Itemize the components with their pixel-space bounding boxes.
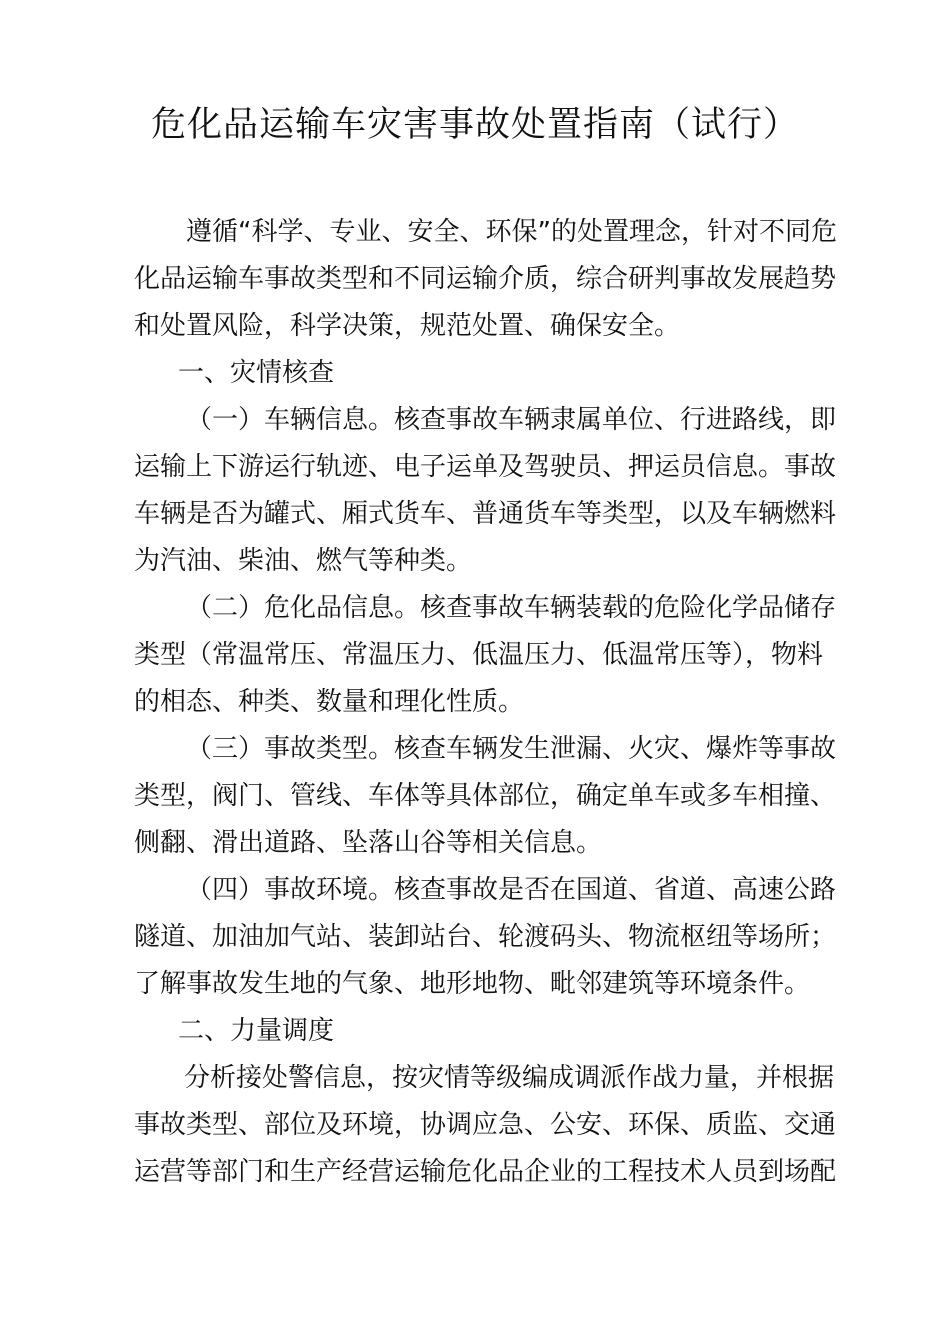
text-line: 车辆是否为罐式、厢式货车、普通货车等类型，以及车辆燃料 bbox=[134, 499, 837, 529]
text-line: 运输上下游运行轨迹、电子运单及驾驶员、押运员信息。事故 bbox=[134, 452, 837, 482]
section-heading bbox=[134, 1008, 830, 1055]
text-line: （一）车辆信息。核查事故车辆隶属单位、行进路线，即 bbox=[186, 405, 837, 435]
subsection-paragraph bbox=[134, 585, 837, 726]
text-line: 为汽油、柴油、燃气等种类。 bbox=[134, 546, 473, 576]
text-line: （四）事故环境。核查事故是否在国道、省道、高速公路 bbox=[186, 875, 837, 905]
heading-text: 一、灾情核查 bbox=[178, 358, 335, 388]
document-body bbox=[134, 209, 837, 1196]
subsection-paragraph bbox=[134, 867, 837, 1008]
text-line: 类型（常温常压、常温压力、低温压力、低温常压等），物料 bbox=[134, 640, 824, 670]
text-line: 运营等部门和生产经营运输危化品企业的工程技术人员到场配 bbox=[134, 1157, 837, 1187]
intro-paragraph bbox=[134, 209, 837, 350]
text-line: 分析接处警信息，按灾情等级编成调派作战力量，并根据 bbox=[184, 1063, 835, 1093]
body-paragraph bbox=[134, 1055, 837, 1196]
text-line: 事故类型、部位及环境，协调应急、公安、环保、质监、交通 bbox=[134, 1110, 837, 1140]
text-line: 侧翻、滑出道路、坠落山谷等相关信息。 bbox=[134, 828, 603, 858]
document-title: 危化品运输车灾害事故处置指南（试行） bbox=[150, 105, 799, 145]
heading-text: 二、力量调度 bbox=[178, 1016, 335, 1046]
section-heading bbox=[134, 350, 830, 397]
text-line: 了解事故发生地的气象、地形地物、毗邻建筑等环境条件。 bbox=[134, 969, 811, 999]
subsection-paragraph bbox=[134, 397, 837, 585]
text-line: （二）危化品信息。核查事故车辆装载的危险化学品储存 bbox=[186, 593, 837, 623]
text-line: 遵循“科学、专业、安全、环保”的处置理念，针对不同危 bbox=[186, 217, 837, 247]
text-line: 类型，阀门、管线、车体等具体部位，确定单车或多车相撞、 bbox=[134, 781, 837, 811]
text-line: 和处置风险，科学决策，规范处置、确保安全。 bbox=[134, 311, 681, 341]
text-line: （三）事故类型。核查车辆发生泄漏、火灾、爆炸等事故 bbox=[186, 734, 837, 764]
text-line: 的相态、种类、数量和理化性质。 bbox=[134, 687, 525, 717]
text-line: 化品运输车事故类型和不同运输介质，综合研判事故发展趋势 bbox=[134, 264, 837, 294]
text-line: 隧道、加油加气站、装卸站台、轮渡码头、物流枢纽等场所； bbox=[134, 922, 837, 952]
subsection-paragraph bbox=[134, 726, 837, 867]
